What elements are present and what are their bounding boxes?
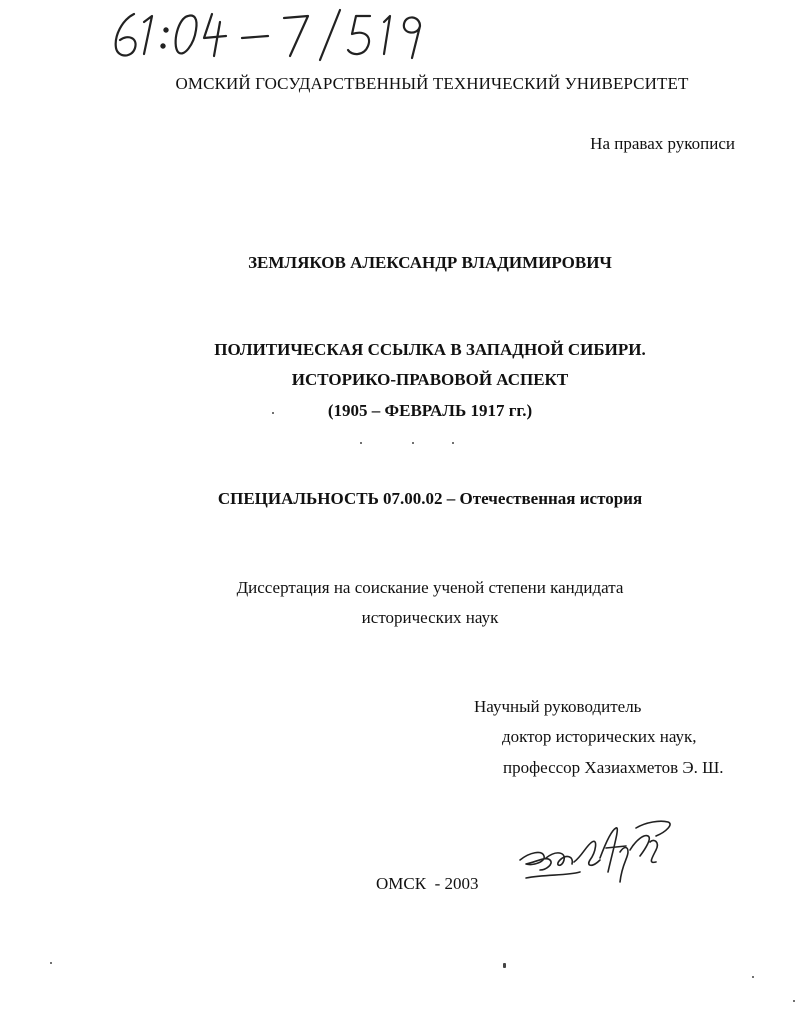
scan-speck (50, 962, 52, 964)
university-name: ОМСКИЙ ГОСУДАРСТВЕННЫЙ ТЕХНИЧЕСКИЙ УНИВЕРСИТЕТ (175, 74, 689, 93)
dissertation-line-2: исторических наук (361, 608, 499, 627)
signature-handwriting (516, 812, 686, 892)
scan-speck (452, 442, 454, 444)
archive-number-handwriting (108, 4, 438, 64)
scan-speck (793, 1000, 795, 1002)
title-line-2: ИСТОРИКО-ПРАВОВОЙ АСПЕКТ (291, 370, 569, 389)
scan-speck (360, 442, 362, 444)
rights-note: На правах рукописи (590, 134, 735, 153)
specialty: СПЕЦИАЛЬНОСТЬ 07.00.02 – Отечественная история (217, 489, 643, 508)
advisor-label: Научный руководитель (474, 697, 642, 716)
dissertation-line-1: Диссертация на соискание ученой степени кандидата (236, 578, 624, 597)
scan-speck (752, 976, 754, 978)
signature (516, 812, 686, 897)
scan-speck (503, 963, 506, 968)
advisor-degree: доктор исторических наук, (502, 727, 697, 746)
scan-speck (412, 442, 414, 444)
author-name: ЗЕМЛЯКОВ АЛЕКСАНДР ВЛАДИМИРОВИЧ (248, 253, 612, 272)
city-year: ОМСК - 2003 (376, 874, 479, 893)
handwritten-archive-number (108, 4, 438, 69)
title-line-1: ПОЛИТИЧЕСКАЯ ССЫЛКА В ЗАПАДНОЙ СИБИРИ. (214, 340, 646, 359)
scan-speck (272, 412, 274, 414)
advisor-name: профессор Хазиахметов Э. Ш. (503, 758, 724, 777)
title-line-3: (1905 – ФЕВРАЛЬ 1917 гг.) (327, 401, 533, 420)
